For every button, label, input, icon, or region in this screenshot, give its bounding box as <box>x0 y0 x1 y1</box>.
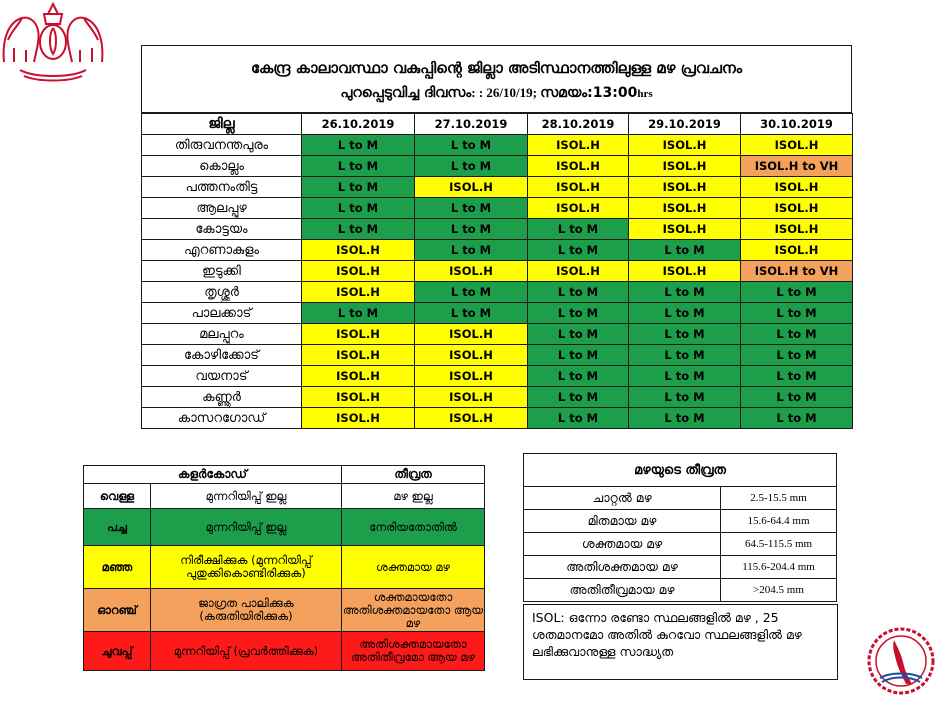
time-value: :13:00 <box>587 85 638 101</box>
forecast-cell: ISOL.H to VH <box>741 261 853 282</box>
color-severity: നേരിയതോതിൽ <box>342 509 485 546</box>
forecast-cell: ISOL.H <box>528 261 629 282</box>
forecast-cell: L to M <box>629 387 741 408</box>
forecast-cell: L to M <box>741 387 853 408</box>
table-row <box>142 261 853 282</box>
forecast-cell: ISOL.H <box>302 282 415 303</box>
district-forecast-table <box>141 113 853 429</box>
time-label: സമയം <box>540 85 588 101</box>
forecast-cell: ISOL.H <box>415 261 528 282</box>
district-name: എറണാകുളം <box>142 240 302 261</box>
district-name: തിരുവനന്തപുരം <box>142 135 302 156</box>
forecast-cell: L to M <box>415 198 528 219</box>
forecast-cell: L to M <box>741 324 853 345</box>
forecast-cell: L to M <box>528 219 629 240</box>
forecast-cell: ISOL.H <box>302 261 415 282</box>
forecast-cell: L to M <box>741 366 853 387</box>
date-column-header: 26.10.2019 <box>302 114 415 135</box>
forecast-cell: ISOL.H <box>528 177 629 198</box>
forecast-cell: L to M <box>528 303 629 324</box>
intensity-range: 15.6-64.4 mm <box>721 510 837 533</box>
district-name: ആലപ്പുഴ <box>142 198 302 219</box>
table-row <box>142 219 853 240</box>
district-name: വയനാട് <box>142 366 302 387</box>
forecast-cell: L to M <box>629 366 741 387</box>
forecast-cell: ISOL.H <box>415 366 528 387</box>
district-name: കോഴിക്കോട് <box>142 345 302 366</box>
color-code-header: കളർകോഡ് <box>84 466 342 484</box>
forecast-cell: ISOL.H to VH <box>741 156 853 177</box>
date-column-header: 27.10.2019 <box>415 114 528 135</box>
forecast-cell: L to M <box>302 219 415 240</box>
forecast-cell: ISOL.H <box>415 324 528 345</box>
color-name: പച്ച <box>84 509 151 546</box>
intensity-range: 64.5-115.5 mm <box>721 533 837 556</box>
forecast-cell: L to M <box>629 282 741 303</box>
ksdma-logo <box>866 626 936 696</box>
table-row <box>142 198 853 219</box>
time-unit: hrs <box>637 88 653 100</box>
issued-info <box>142 85 851 101</box>
forecast-cell: ISOL.H <box>629 198 741 219</box>
color-code-table <box>83 465 485 671</box>
forecast-cell: ISOL.H <box>528 198 629 219</box>
color-meaning: ജാഗ്രത പാലിക്കുക (കരുതിയിരിക്കുക) <box>151 589 342 632</box>
forecast-cell: ISOL.H <box>528 156 629 177</box>
forecast-cell: L to M <box>629 345 741 366</box>
table-row <box>142 345 853 366</box>
forecast-cell: L to M <box>415 135 528 156</box>
forecast-cell: L to M <box>302 198 415 219</box>
forecast-cell: ISOL.H <box>415 177 528 198</box>
district-name: പാലക്കാട് <box>142 303 302 324</box>
district-name: തൃശ്ശൂർ <box>142 282 302 303</box>
report-title: കേന്ദ്ര കാലാവസ്ഥാ വകുപ്പിന്റെ ജില്ലാ അടിസ്ഥാനത്തിലുള്ള മഴ പ്രവചനം <box>250 59 743 77</box>
forecast-cell: L to M <box>629 240 741 261</box>
issued-label: പുറപ്പെടുവിച്ച ദിവസം <box>340 85 472 101</box>
table-row <box>142 324 853 345</box>
intensity-label: മിതമായ മഴ <box>524 510 721 533</box>
issued-date: : : 26/10/19; <box>471 85 541 100</box>
forecast-cell: L to M <box>302 156 415 177</box>
color-meaning: നിരീക്ഷിക്കുക (മുന്നറിയിപ്പ് പുതുക്കികൊണ്ടിരിക്കുക) <box>151 546 342 589</box>
forecast-header-row <box>142 114 853 135</box>
forecast-cell: ISOL.H <box>415 345 528 366</box>
district-name: കാസറഗോഡ് <box>142 408 302 429</box>
forecast-cell: L to M <box>528 366 629 387</box>
forecast-cell: ISOL.H <box>741 240 853 261</box>
color-severity: ശക്തമായ മഴ <box>342 546 485 589</box>
forecast-cell: ISOL.H <box>741 135 853 156</box>
district-name: പത്തനംതിട്ട <box>142 177 302 198</box>
intensity-header-row <box>524 454 837 487</box>
forecast-cell: ISOL.H <box>302 345 415 366</box>
intensity-range: 115.6-204.4 mm <box>721 556 837 579</box>
district-name: കൊല്ലം <box>142 156 302 177</box>
table-row <box>524 556 837 579</box>
intensity-label: ചാറ്റൽ മഴ <box>524 487 721 510</box>
district-name: ഇടുക്കി <box>142 261 302 282</box>
date-column-header: 30.10.2019 <box>741 114 853 135</box>
intensity-range: >204.5 mm <box>721 579 837 602</box>
forecast-cell: ISOL.H <box>741 177 853 198</box>
forecast-cell: L to M <box>302 177 415 198</box>
district-name: കണ്ണൂർ <box>142 387 302 408</box>
forecast-cell: L to M <box>528 387 629 408</box>
forecast-cell: L to M <box>528 408 629 429</box>
table-row <box>524 487 837 510</box>
forecast-cell: L to M <box>629 303 741 324</box>
forecast-cell: L to M <box>415 303 528 324</box>
rain-intensity-table <box>523 453 837 602</box>
date-column-header: 28.10.2019 <box>528 114 629 135</box>
forecast-cell: L to M <box>741 408 853 429</box>
forecast-cell: ISOL.H <box>528 135 629 156</box>
report-header <box>141 45 852 113</box>
table-row <box>84 632 485 671</box>
forecast-cell: ISOL.H <box>629 261 741 282</box>
forecast-cell: ISOL.H <box>629 156 741 177</box>
forecast-cell: ISOL.H <box>415 408 528 429</box>
forecast-cell: ISOL.H <box>741 198 853 219</box>
table-row <box>524 533 837 556</box>
table-row <box>84 484 485 509</box>
forecast-cell: L to M <box>741 345 853 366</box>
district-column-header: ജില്ല <box>142 114 302 135</box>
color-name: ഓറഞ്ച് <box>84 589 151 632</box>
district-name: കോട്ടയം <box>142 219 302 240</box>
color-name: ചുവപ്പ് <box>84 632 151 671</box>
table-row <box>142 303 853 324</box>
color-severity: മഴ ഇല്ല <box>342 484 485 509</box>
forecast-cell: ISOL.H <box>302 240 415 261</box>
forecast-cell: L to M <box>629 324 741 345</box>
forecast-cell: ISOL.H <box>741 219 853 240</box>
forecast-cell: L to M <box>415 282 528 303</box>
color-meaning: മുന്നറിയിപ്പ് ഇല്ല <box>151 509 342 546</box>
color-name: വെള്ള <box>84 484 151 509</box>
table-row <box>142 177 853 198</box>
forecast-cell: L to M <box>302 303 415 324</box>
intensity-range: 2.5-15.5 mm <box>721 487 837 510</box>
isol-definition-note: ISOL: ഒന്നോ രണ്ടോ സ്ഥലങ്ങളിൽ മഴ , 25 ശതമാനമോ അതിൽ കുറവോ സ്ഥലങ്ങളിൽ മഴ ലഭിക്കുവാനുള്ള സാദ്ധ്യത <box>523 604 838 680</box>
intensity-label: ശക്തമായ മഴ <box>524 533 721 556</box>
color-meaning: മുന്നറിയിപ്പ് (പ്രവർത്തിക്കുക) <box>151 632 342 671</box>
table-row <box>142 240 853 261</box>
forecast-cell: ISOL.H <box>629 219 741 240</box>
forecast-cell: L to M <box>528 324 629 345</box>
forecast-cell: ISOL.H <box>415 387 528 408</box>
kerala-emblem-logo <box>0 0 106 82</box>
district-name: മലപ്പുറം <box>142 324 302 345</box>
forecast-cell: L to M <box>528 282 629 303</box>
forecast-cell: L to M <box>528 345 629 366</box>
forecast-cell: ISOL.H <box>302 324 415 345</box>
color-severity: അതിശക്തമായതോ അതിതീവ്രമോ ആയ മഴ <box>342 632 485 671</box>
table-row <box>142 282 853 303</box>
forecast-cell: L to M <box>629 408 741 429</box>
forecast-cell: ISOL.H <box>302 387 415 408</box>
table-row <box>142 156 853 177</box>
table-row <box>524 579 837 602</box>
forecast-cell: L to M <box>741 282 853 303</box>
table-row <box>142 408 853 429</box>
forecast-cell: ISOL.H <box>302 366 415 387</box>
forecast-cell: ISOL.H <box>302 408 415 429</box>
table-row <box>84 589 485 632</box>
forecast-cell: L to M <box>302 135 415 156</box>
forecast-cell: L to M <box>741 303 853 324</box>
forecast-cell: L to M <box>415 219 528 240</box>
color-severity: ശക്തമായതോ അതിശക്തമായതോ ആയ മഴ <box>342 589 484 630</box>
table-row <box>524 510 837 533</box>
table-row <box>142 135 853 156</box>
intensity-label: അതിശക്തമായ മഴ <box>524 556 721 579</box>
date-column-header: 29.10.2019 <box>629 114 741 135</box>
forecast-cell: L to M <box>415 156 528 177</box>
intensity-title: മഴയുടെ തീവ്രത <box>524 454 837 487</box>
table-row <box>84 546 485 589</box>
color-code-header-row <box>84 466 485 484</box>
table-row <box>142 387 853 408</box>
intensity-label: അതിതീവ്രമായ മഴ <box>524 579 721 602</box>
forecast-cell: ISOL.H <box>629 135 741 156</box>
color-meaning: മുന്നറിയിപ്പ് ഇല്ല <box>151 484 342 509</box>
forecast-cell: L to M <box>415 240 528 261</box>
forecast-cell: ISOL.H <box>629 177 741 198</box>
table-row <box>142 366 853 387</box>
table-row <box>84 509 485 546</box>
color-name: മഞ്ഞ <box>84 546 151 589</box>
severity-header: തീവ്രത <box>342 466 485 484</box>
forecast-cell: L to M <box>528 240 629 261</box>
